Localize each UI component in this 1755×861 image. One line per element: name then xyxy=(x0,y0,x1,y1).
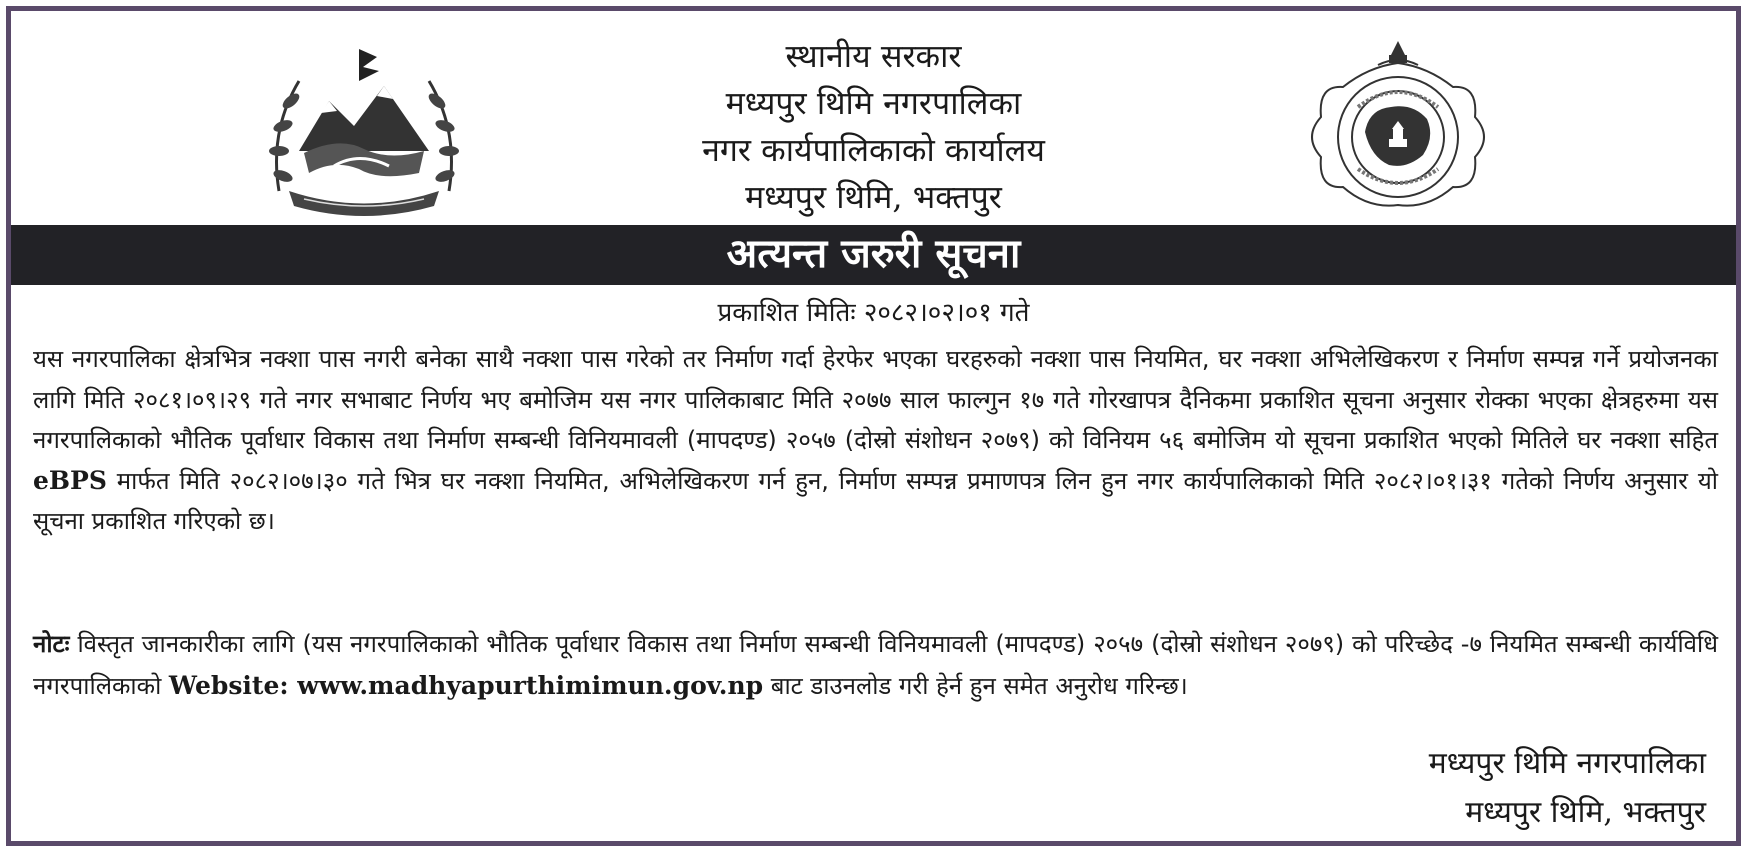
header-line-2: मध्यपुर थिमि नगरपालिका xyxy=(725,84,1022,122)
notice-note xyxy=(33,623,1718,707)
note-part-2: बाट डाउनलोड गरी हेर्न हुन समेत अनुरोध गरिन्छ। xyxy=(770,672,1188,700)
notice-body xyxy=(33,339,1718,542)
note-label: नोटः xyxy=(33,630,70,658)
website-link[interactable]: Website: www.madhyapurthimimun.gov.np xyxy=(168,671,764,700)
header-line-3: नगर कार्यपालिकाको कार्यालय xyxy=(702,131,1045,169)
notice-body-part-1: यस नगरपालिका क्षेत्रभित्र नक्शा पास नगरी बनेका साथै नक्शा पास गरेको तर निर्माण गर्दा हेरफेर भएका घरहरुको नक्शा पास नियमित, घर नक्शा अभिलेखिकरण र निर्माण सम्पन्न गर्ने प्रयोजनका लागि मिति २०८१।०९।२९ गते नगर सभाबाट निर्णय भए बमोजिम यस नगर पालिकाबाट मिति २०७७ साल फाल्गुन १७ गते गोरखापत्र दैनिकमा प्रकाशित सूचना अनुसार रोक्का भएका क्षेत्रहरुमा यस नगरपालिकाको भौतिक पूर्वाधार विकास तथा निर्माण सम्बन्धी विनियमावली (मापदण्ड) २०५७ (दोस्रो संशोधन २०७९) को विनियम ५६ बमोजिम यो सूचना प्रकाशित भएको मितिले घर नक्शा सहित xyxy=(33,345,1718,454)
header-line-4: मध्यपुर थिमि, भक्तपुर xyxy=(745,178,1002,216)
madhyapur-thimi-municipality-seal-icon xyxy=(1303,37,1493,223)
notice-frame xyxy=(6,6,1741,846)
note-part-1: विस्तृत जानकारीका लागि (यस नगरपालिकाको भौतिक पूर्वाधार विकास तथा निर्माण सम्बन्धी विनियमावली (मापदण्ड) २०५७ (दोस्रो संशोधन २०७९) को परिच्छेद -७ नियमित सम्बन्धी कार्यविधि नगरपालिकाको xyxy=(33,630,1718,700)
signature-block xyxy=(1429,739,1706,837)
signature-line-1: मध्यपुर थिमि नगरपालिका xyxy=(1428,746,1706,781)
signature-line-2: मध्यपुर थिमि, भक्तपुर xyxy=(1465,795,1706,830)
notice-header xyxy=(11,11,1736,225)
notice-body-part-2: मार्फत मिति २०८२।०७।३० गते भित्र घर नक्शा नियमित, अभिलेखिकरण गर्न हुन, निर्माण सम्पन्न प्रमाणपत्र लिन हुन नगर कार्यपालिकाको मिति २०८२।०१।३१ गतेको निर्णय अनुसार यो सूचना प्रकाशित गरिएको छ। xyxy=(33,466,1718,535)
header-line-1: स्थानीय सरकार xyxy=(785,37,962,75)
ebps-label: eBPS xyxy=(33,465,107,495)
notice-title-banner: अत्यन्त जरुरी सूचना xyxy=(11,225,1736,285)
published-date: प्रकाशित मितिः २०८२।०२।०१ गते xyxy=(717,298,1030,328)
